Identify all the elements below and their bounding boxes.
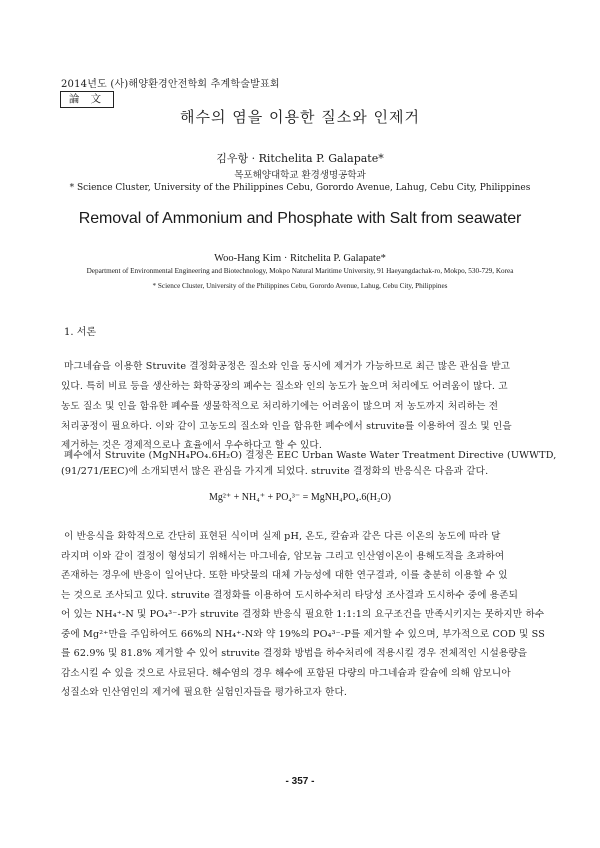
authors-english: Woo-Hang Kim · Ritchelita P. Galapate* (214, 253, 386, 264)
authors-korean: 김우항 · Ritchelita P. Galapate* (216, 152, 384, 165)
affiliation2-korean: * Science Cluster, University of the Philippines Cebu, Gorordo Avenue, Lahug, Cebu City, Philippines (69, 183, 531, 193)
body-line: 중에 Mg²⁺만을 주입하여도 66%의 NH₄⁺-N와 약 19%의 PO₄³⁻-P를 제거할 수 있으며, 부가적으로 COD 및 SS (61, 629, 545, 640)
title-english: Removal of Ammonium and Phosphate with Salt from seawater (78, 210, 522, 227)
body-line: 있다. 특히 비료 등을 생산하는 화학공장의 폐수는 질소와 인의 농도가 높으며 처리에도 어려움이 많다. 고 (61, 381, 508, 392)
equation: Mg²⁺ + NH₄⁺ + PO₄³⁻ = MgNH₄PO₄.6(H₂O) (208, 492, 392, 503)
body-line: 성질소와 인산염인의 제거에 필요한 실험인자들을 평가하고자 한다. (61, 687, 348, 698)
conference-header: 2014년도 (사)해양환경안전학회 추계학술발표회 (61, 79, 280, 90)
affiliation2-english: * Science Cluster, University of the Philippines Cebu, Gorordo Avenue, Lahug, Cebu City, Philippines (152, 282, 448, 290)
affiliation-korean: 목포해양대학교 환경생명공학과 (234, 170, 366, 181)
body-line: 존재하는 경우에 반응이 일어난다. 또한 바닷물의 대체 가능성에 대한 연구결과, 이를 충분히 이용할 수 있 (61, 570, 508, 581)
section-heading: 1. 서론 (64, 327, 97, 338)
body-line: 폐수에서 Struvite (MgNH₄PO₄.6H₂O) 결정은 EEC Urban Waste Water Treatment Directive (UWWTD, (64, 450, 557, 461)
affiliation-english: Department of Environmental Engineering and Biotechnology, Mokpo Natural Maritime University, 91 Haeyangdachak-ro, Mokpo, 530-729, Korea (86, 267, 514, 275)
page-number: - 357 - (285, 776, 315, 787)
body-line: 제거하는 것은 경제적으로나 효율에서 우수하다고 할 수 있다. (61, 440, 323, 451)
body-line: 라지며 이와 같이 결정이 형성되기 위해서는 마그네슘, 암모늄 그리고 인산염이온이 용해도적을 초과하여 (61, 551, 505, 562)
body-line: 마그네슘을 이용한 Struvite 결정화공정은 질소와 인을 동시에 제거가 가능하므로 최근 많은 관심을 받고 (64, 361, 511, 372)
body-line: 처리공정이 필요하다. 이와 같이 고농도의 질소와 인을 함유한 폐수에서 struvite를 이용하여 질소 및 인을 (61, 421, 512, 432)
body-line: 어 있는 NH₄⁺-N 및 PO₄³⁻-P가 struvite 결정화 반응식 필요한 1:1:1의 요구조건을 만족시키지는 못하지만 하수 (61, 609, 545, 620)
body-line: 농도 질소 및 인을 함유한 폐수를 생물학적으로 처리하기에는 어려움이 많으며 저 농도까지 처리하는 전 (61, 401, 499, 412)
paper-type-tag: 論 文 (60, 91, 114, 108)
body-line: (91/271/EEC)에 소개되면서 많은 관심을 가지게 되었다. struvite 결정화의 반응식은 다음과 같다. (61, 466, 489, 477)
body-line: 이 반응식을 화학적으로 간단히 표현된 식이며 실제 pH, 온도, 칼슘과 같은 다른 이온의 농도에 따라 달 (64, 531, 501, 542)
body-line: 감소시킬 수 있을 것으로 사료된다. 해수염의 경우 해수에 포함된 다량의 마그네슘과 칼슘에 의해 암모니아 (61, 668, 511, 679)
title-korean: 해수의 염을 이용한 질소와 인제거 (180, 108, 420, 126)
body-line: 는 것으로 조사되고 있다. struvite 결정화를 이용하여 도시하수처리 타당성 조사결과 도시하수 중에 용존되 (61, 590, 519, 601)
body-line: 를 62.9% 및 81.8% 제거할 수 있어 struvite 결정화 방법을 하수처리에 적용시킬 경우 전체적인 시설용량을 (61, 648, 528, 659)
